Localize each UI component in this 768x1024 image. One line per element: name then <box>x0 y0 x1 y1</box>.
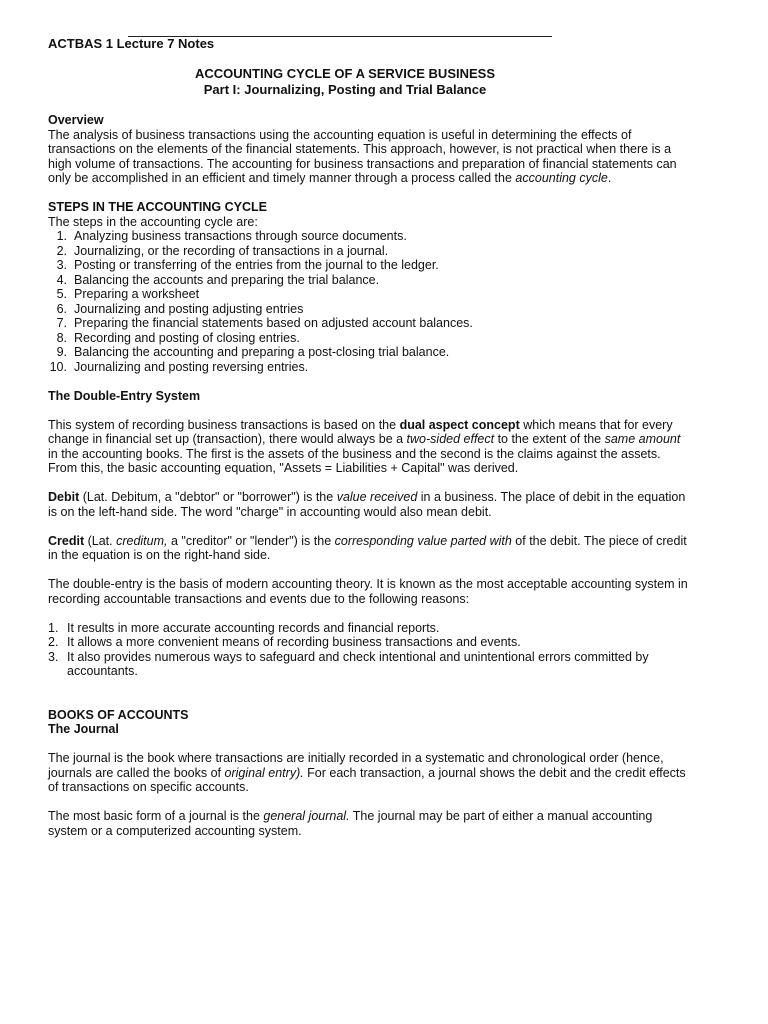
list-item: 5. Preparing a worksheet <box>56 287 200 301</box>
list-item: 8. Recording and posting of closing entries. <box>56 330 300 345</box>
journal-paragraph: The journal is the book where transactions are initially recorded in a systematic and chronological order (hence, journals are called the books of original entry). For each transaction, a journal shows the debit and the credit effects of transactions on specific accounts. <box>48 751 686 794</box>
list-item: 7. Preparing the financial statements based on adjusted account balances. <box>56 316 473 330</box>
books-heading: BOOKS OF ACCOUNTS <box>48 707 189 722</box>
list-item: 10. Journalizing and posting reversing entries. <box>49 359 309 374</box>
steps-heading: STEPS IN THE ACCOUNTING CYCLE <box>48 200 267 214</box>
list-item: 9. Balancing the accounting and preparing a post-closing trial balance. <box>56 345 450 359</box>
double-entry-basis-paragraph: The double-entry is the basis of modern accounting theory. It is known as the most acceptable accounting system in recording accountable transactions and events due to the following reasons: <box>48 577 688 606</box>
steps-intro: The steps in the accounting cycle are: <box>48 214 258 229</box>
course-header: ACTBAS 1 Lecture 7 Notes <box>48 36 215 51</box>
list-item: 4. Balancing the accounts and preparing the trial balance. <box>56 272 380 287</box>
document-subtitle: Part I: Journalizing, Posting and Trial Balance <box>203 82 487 97</box>
steps-list <box>48 229 688 374</box>
reasons-list <box>48 621 688 679</box>
list-item: 6. Journalizing and posting adjusting entries <box>56 301 304 316</box>
list-item: 1. It results in more accurate accounting records and financial reports. <box>48 620 440 635</box>
document-body <box>48 113 688 838</box>
list-item: 2. It allows a more convenient means of recording business transactions and events. <box>48 635 521 649</box>
credit-paragraph: Credit (Lat. creditum, a "creditor" or "lender") is the corresponding value parted with of the debit. The piece of credit in the equation is on the right-hand side. <box>48 533 687 562</box>
overview-paragraph: The analysis of business transactions using the accounting equation is useful in determining the effects of transactions on the elements of the financial statements. This approach, however, is not practical when there is a high volume of transactions. The accounting for business transactions and preparation of financial statements can only be accomplished in an efficient and timely manner through a process called the accounting cycle. <box>48 127 677 185</box>
list-item: 3. It also provides numerous ways to safeguard and check intentional and unintentional errors committed by accountants. <box>48 649 649 678</box>
debit-paragraph: Debit (Lat. Debitum, a "debtor" or "borrower") is the value received in a business. The place of debit in the equation is on the left-hand side. The word "charge" in accounting would also mean debit. <box>48 490 686 519</box>
overview-heading: Overview <box>48 113 104 127</box>
list-item: 1. Analyzing business transactions through source documents. <box>56 229 407 243</box>
list-item: 3. Posting or transferring of the entries from the journal to the ledger. <box>56 258 439 272</box>
document-title: ACCOUNTING CYCLE OF A SERVICE BUSINESS <box>195 66 495 81</box>
double-entry-heading: The Double-Entry System <box>48 388 201 403</box>
list-item: 2. Journalizing, or the recording of transactions in a journal. <box>56 243 389 258</box>
dual-aspect-paragraph: This system of recording business transactions is based on the dual aspect concept which means that for every change in financial set up (transaction), there would always be a two-sided effect to the extent of the same amount in the accounting books. The first is the assets of the business and the second is the claims against the assets. From this, the basic accounting equation, "Assets = Liabilities + Capital" was derived. <box>48 417 681 475</box>
general-journal-paragraph: The most basic form of a journal is the general journal. The journal may be part of either a manual accounting system or a computerized accounting system. <box>48 809 653 838</box>
journal-subheading: The Journal <box>48 722 119 736</box>
